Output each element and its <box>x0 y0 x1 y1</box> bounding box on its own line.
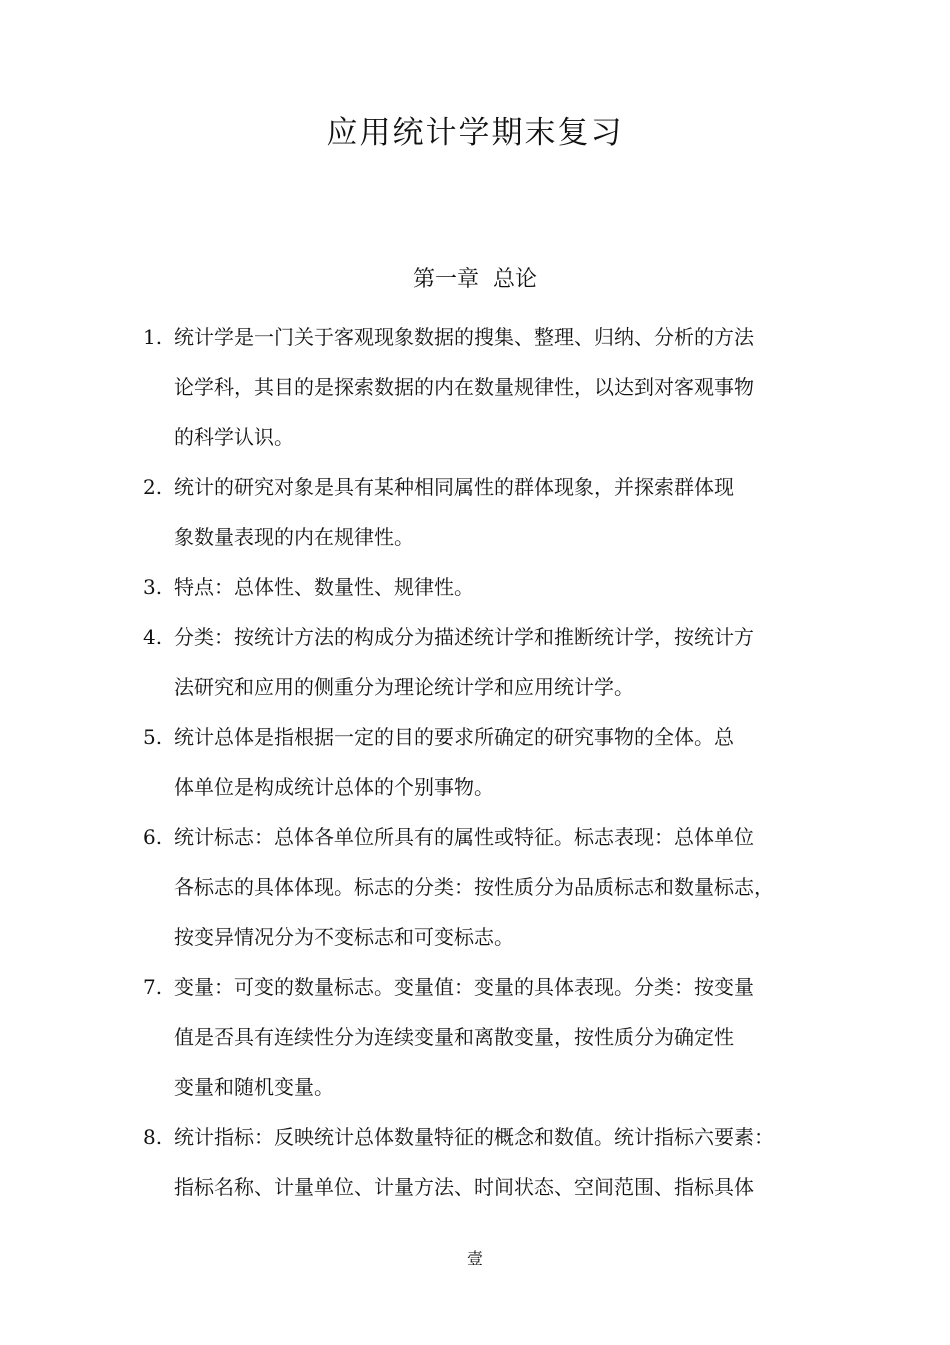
item-number: 7. <box>143 975 163 999</box>
list-item <box>143 612 833 712</box>
item-number: 4. <box>143 625 163 649</box>
document-title: 应用统计学期末复习 <box>326 115 624 151</box>
item-text: 统计指标：反映统计总体数量特征的概念和数值。统计指标六要素： 指标名称、计量单位、计量方法、时间状态、空间范围、指标具体 <box>174 1125 774 1199</box>
item-text: 特点：总体性、数量性、规律性。 <box>174 575 474 599</box>
item-number: 6. <box>143 825 163 849</box>
item-text: 分类：按统计方法的构成分为描述统计学和推断统计学，按统计方 法研究和应用的侧重分为理论统计学和应用统计学。 <box>174 625 754 699</box>
list-item <box>143 1112 833 1212</box>
item-number: 1. <box>143 325 163 349</box>
list-item <box>143 562 833 612</box>
item-text: 统计标志：总体各单位所具有的属性或特征。标志表现：总体单位 各标志的具体体现。标志的分类：按性质分为品质标志和数量标志， 按变异情况分为不变标志和可变标志。 <box>174 825 774 949</box>
list-item <box>143 962 833 1112</box>
item-text: 统计总体是指根据一定的目的要求所确定的研究事物的全体。总 体单位是构成统计总体的个别事物。 <box>174 725 734 799</box>
item-number: 8. <box>143 1125 163 1149</box>
item-number: 5. <box>143 725 163 749</box>
chapter-heading: 第一章 总论 <box>413 267 537 292</box>
item-text: 统计的研究对象是具有某种相同属性的群体现象，并探索群体现 象数量表现的内在规律性。 <box>174 475 734 549</box>
page-number: 壹 <box>466 1249 483 1268</box>
numbered-list <box>143 312 833 1212</box>
item-number: 2. <box>143 475 163 499</box>
item-text: 变量：可变的数量标志。变量值：变量的具体表现。分类：按变量 值是否具有连续性分为连续变量和离散变量，按性质分为确定性 变量和随机变量。 <box>174 975 754 1099</box>
list-item <box>143 712 833 812</box>
list-item <box>143 312 833 462</box>
item-number: 3. <box>143 575 163 599</box>
list-item <box>143 812 833 962</box>
list-item <box>143 462 833 562</box>
item-text: 统计学是一门关于客观现象数据的搜集、整理、归纳、分析的方法 论学科，其目的是探索数据的内在数量规律性，以达到对客观事物 的科学认识。 <box>174 325 754 449</box>
